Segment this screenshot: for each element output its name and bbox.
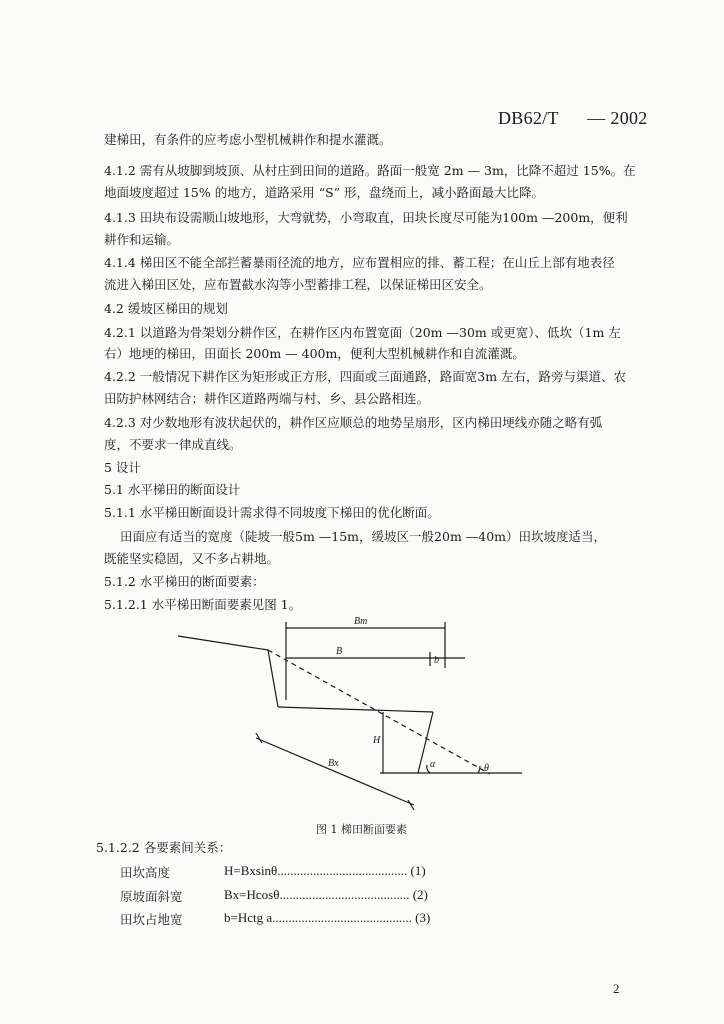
bx-dimension-line <box>256 738 414 805</box>
formula-label: 原坡面斜宽 <box>120 889 183 904</box>
standard-year: — 2002 <box>587 108 648 128</box>
figure-caption: 图 1 梯田断面要素 <box>316 823 407 836</box>
theta-arc <box>478 766 480 773</box>
section-heading: 5 设计 <box>104 460 141 475</box>
formula-equation: b=Hctg a........................................... (3) <box>224 910 431 925</box>
body-line: 4.1.3 田块布设需顺山坡地形，大弯就势，小弯取直，田块长度尽可能为100m —200m，便利 <box>104 210 628 225</box>
section-heading: 5.1 水平梯田的断面设计 <box>104 482 241 497</box>
body-line: 度，不要求一律成直线。 <box>104 437 242 452</box>
body-line: 4.1.2 需有从坡脚到坡顶、从村庄到田间的道路。路面一般宽 2m — 3m，比降不超过 15%。在 <box>104 163 636 178</box>
bx-label: Bx <box>328 758 339 769</box>
b-label: B <box>336 646 343 657</box>
section-heading: 4.2 缓坡区梯田的规划 <box>104 301 228 316</box>
section-heading: 5.1.2.2 各要素间关系： <box>96 840 232 855</box>
body-line: 4.2.2 一般情况下耕作区为矩形或正方形，四面或三面通路，路面宽3m 左右，路旁与渠道、农 <box>104 369 627 384</box>
formula-label: 田坎高度 <box>120 865 171 880</box>
formula-row <box>120 910 440 928</box>
body-line: 耕作和运输。 <box>104 232 180 247</box>
theta-label: θ <box>484 763 489 774</box>
upper-riser <box>268 650 278 707</box>
formula-label: 田坎占地宽 <box>120 912 183 927</box>
body-line: 5.1.1 水平梯田断面设计需求得不同坡度下梯田的优化断面。 <box>104 505 440 520</box>
terrace-surface <box>278 707 433 712</box>
body-line: 4.1.4 梯田区不能全部拦蓄暴雨径流的地方，应布置相应的排、蓄工程；在山丘上部有地表径 <box>104 255 615 270</box>
body-line: 既能坚实稳固，又不多占耕地。 <box>104 551 280 566</box>
formula-equation: H=Bxsinθ........................................ (1) <box>224 863 426 878</box>
alpha-label: α <box>430 759 436 770</box>
formula-row <box>120 887 440 905</box>
bm-label: Bm <box>354 616 368 627</box>
body-line: 5.1.2.1 水平梯田断面要素见图 1。 <box>104 597 302 612</box>
body-line: 5.1.2 水平梯田的断面要素： <box>104 574 265 589</box>
standard-code: DB62/T <box>498 108 559 128</box>
body-line: 4.2.1 以道路为骨架划分耕作区，在耕作区内布置宽面（20m —30m 或更宽）、低坎（1m 左 <box>104 325 621 340</box>
body-line: 地面坡度超过 15% 的地方，道路采用 “S” 形，盘绕而上，减小路面最大比降。 <box>104 185 545 200</box>
body-line: 田面应有适当的宽度（陡坡一般5m —15m，缓坡区一般20m —40m）田坎坡度适当， <box>120 529 607 544</box>
body-line: 建梯田，有条件的应考虑小型机械耕作和提水灌溉。 <box>104 132 392 147</box>
body-line: 田防护林网结合；耕作区道路两端与村、乡、县公路相连。 <box>104 391 430 406</box>
small-b-label: b <box>434 655 439 666</box>
body-line: 4.2.3 对少数地形有波状起伏的，耕作区应顺总的地势呈扇形，区内梯田埂线亦随之略有弧 <box>104 415 603 430</box>
page-number: 2 <box>613 981 620 996</box>
original-slope-dashed <box>268 650 490 774</box>
h-label: H <box>373 735 381 746</box>
formula-equation: Bx=Hcosθ........................................ (2) <box>224 887 428 902</box>
body-line: 流进入梯田区处，应布置截水沟等小型蓄排工程，以保证梯田区安全。 <box>104 277 492 292</box>
body-line: 右）地埂的梯田，田面长 200m — 400m，便利大型机械耕作和自流灌溉。 <box>104 346 525 361</box>
original-slope-upper <box>178 636 268 650</box>
formula-row <box>120 863 440 881</box>
